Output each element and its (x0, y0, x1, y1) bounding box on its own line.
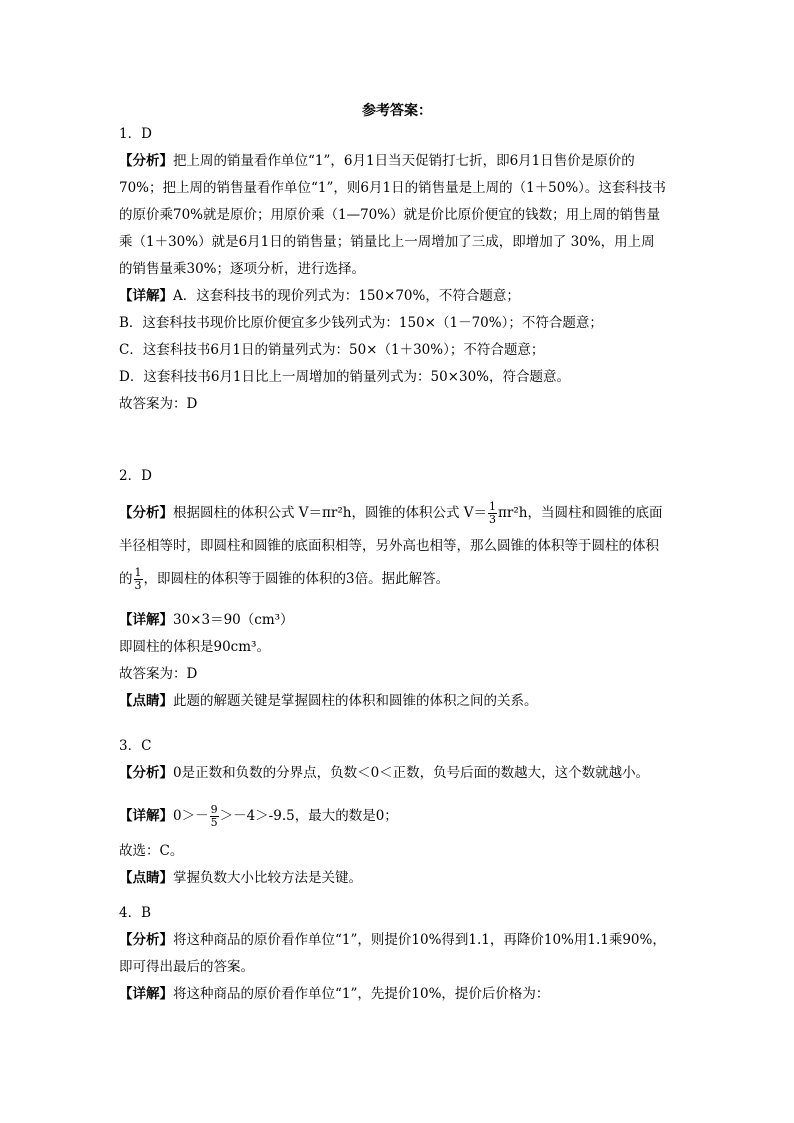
q1-analysis-line-1: 【分析】把上周的销量看作单位“1”，6月1日当天促销打七折，即6月1日售价是原价的 (119, 153, 635, 169)
q1-detail-line-b: B．这套科技书现价比原价便宜多少钱列式为：150×（1－70%）；不符合题意； (119, 315, 603, 331)
question-2 (119, 463, 679, 490)
q2-detail-line-2: 即圆柱的体积是90cm³。 (119, 639, 270, 655)
q1-detail-line-c: C．这套科技书6月1日的销量列式为：50×（1＋30%）；不符合题意； (119, 342, 545, 358)
q1-analysis-line-3: 的原价乘70%就是原价；用原价乘（1—70%）就是价比原价便宜的钱数；用上周的销售量 (119, 207, 661, 223)
q4-analysis-line-1: 【分析】将这种商品的原价看作单位“1”，则提价10%得到1.1，再降价10%用1.1乘90%， (119, 932, 666, 948)
q1-analysis-tag: 【分析】 (119, 153, 173, 169)
q1-detail-line-a: 【详解】A．这套科技书的现价列式为：150×70%，不符合题意； (119, 288, 520, 304)
q1-answer: 故答案为：D (119, 396, 198, 412)
q4-detail-tag: 【详解】 (119, 986, 173, 1002)
q2-tip-tag: 【点睛】 (119, 693, 173, 709)
question-1 (119, 121, 679, 418)
q3-tip: 【点睛】掌握负数大小比较方法是关键。 (119, 870, 362, 886)
q3-detail-tag: 【详解】 (119, 808, 173, 824)
question-4 (119, 900, 679, 1008)
q2-analysis-line-2: 半径相等时，即圆柱和圆锥的底面积相等，另外高也相等，那么圆锥的体积等于圆柱的体积 (119, 538, 659, 554)
q4-number: 4．B (119, 905, 152, 921)
q1-detail-line-d: D．这套科技书6月1日比上一周增加的销量列式为：50×30%，符合题意。 (119, 369, 570, 385)
q1-analysis-line-4: 乘（1＋30%）就是6月1日的销售量；销量比上一周增加了三成，即增加了 30%，用上周 (119, 234, 655, 250)
q4-analysis-line-2: 即可得出最后的答案。 (119, 959, 254, 975)
question-3-detail (119, 798, 679, 834)
q2-analysis-tag: 【分析】 (119, 505, 173, 521)
fraction-one-third: $\frac{1}{3}$ (489, 500, 497, 526)
q1-analysis-line-2: 70%；把上周的销售量看作单位“1”，则6月1日的销售量是上周的（1＋50%）。这套科技书 (119, 180, 666, 196)
q3-analysis-tag: 【分析】 (119, 765, 173, 781)
q2-detail-tag: 【详解】 (119, 612, 173, 628)
q2-analysis-line-3: 的 $\frac{1}{3}$ ，即圆柱的体积等于圆锥的体积的3倍。据此解答。 (119, 566, 450, 592)
q2-number: 2．D (119, 468, 152, 484)
q3-number: 3．C (119, 738, 152, 754)
fraction-one-third-2: $\frac{1}{3}$ (134, 566, 142, 592)
q3-answer: 故选：C。 (119, 843, 184, 859)
q4-analysis-tag: 【分析】 (119, 932, 173, 948)
question-2-analysis (119, 498, 679, 594)
q3-analysis: 【分析】0是正数和负数的分界点，负数＜0＜正数，负号后面的数越大，这个数就越小。 (119, 765, 650, 781)
q3-tip-tag: 【点睛】 (119, 870, 173, 886)
question-3-end (119, 838, 679, 892)
q1-detail-tag: 【详解】 (119, 288, 173, 304)
question-2-detail (119, 607, 679, 715)
q2-tip: 【点睛】此题的解题关键是掌握圆柱的体积和圆锥的体积之间的关系。 (119, 693, 538, 709)
q2-detail-line-1: 【详解】30×3＝90（cm³） (119, 612, 294, 628)
q2-answer: 故答案为：D (119, 666, 198, 682)
fraction-nine-fifths: $\frac{9}{5}$ (210, 803, 218, 829)
page-title: 参考答案： (362, 103, 432, 119)
q1-number: 1．D (119, 126, 152, 142)
q3-detail: 【详解】0＞－ $\frac{9}{5}$ ＞－4＞-9.5，最大的数是0； (119, 803, 398, 829)
question-3 (119, 733, 679, 787)
q2-analysis-line-1: 【分析】根据圆柱的体积公式 V＝πr²h，圆锥的体积公式 V＝ $\frac{1}{3}$ πr²h，当圆柱和圆锥的底面 (119, 500, 663, 526)
q1-analysis-line-5: 的销售量乘30%；逐项分析，进行选择。 (119, 261, 366, 277)
q4-detail: 【详解】将这种商品的原价看作单位“1”，先提价10%，提价后价格为： (119, 986, 550, 1002)
